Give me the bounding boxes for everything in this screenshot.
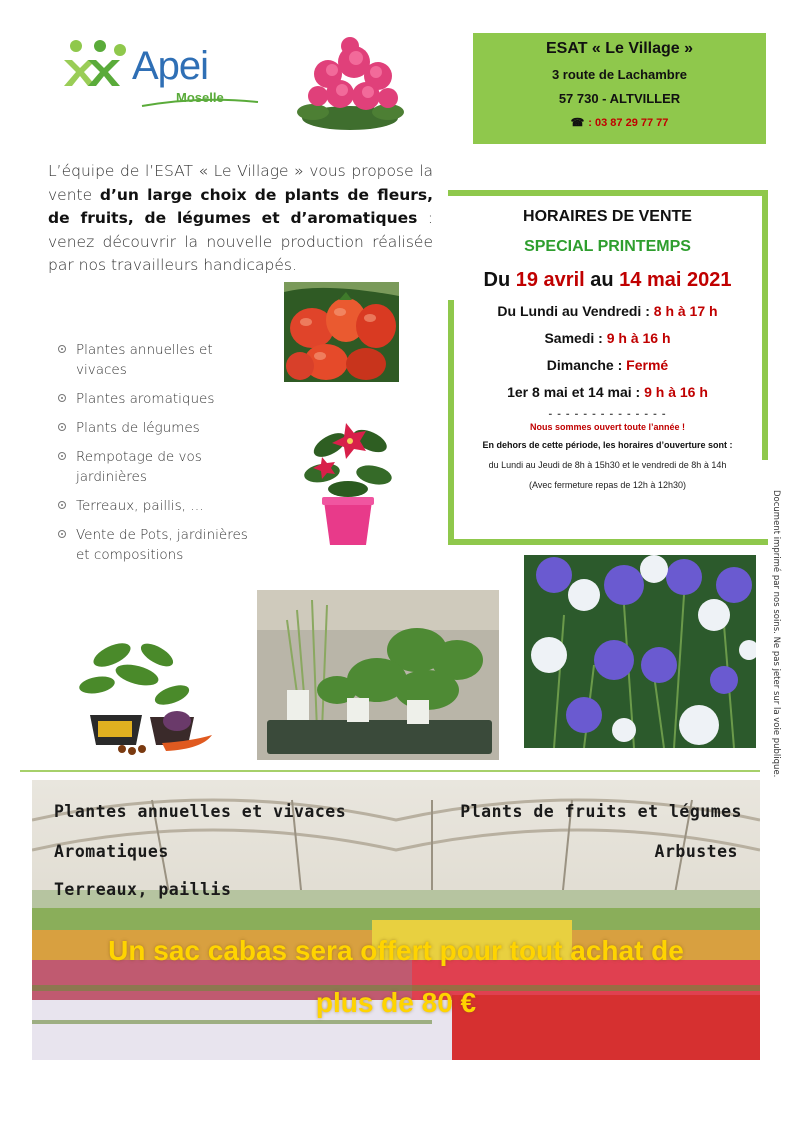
hours-row-value: Fermé xyxy=(626,357,669,373)
list-item xyxy=(58,340,258,380)
hours-row-label: Samedi : xyxy=(544,330,607,346)
lunch-closure: (Avec fermeture repas de 12h à 12h30) xyxy=(529,480,686,490)
people-logo-icon xyxy=(62,38,132,92)
section-divider xyxy=(20,770,760,772)
list-item-text: Plants de légumes xyxy=(76,420,200,436)
list-item-text: Plantes annuelles et vivaces xyxy=(76,342,213,378)
mandevilla-pot-photo xyxy=(300,405,396,550)
hours-row xyxy=(455,357,760,373)
address-city: 57 730 - ALTVILLER xyxy=(558,91,681,106)
intro-part1: L’équipe de l’ESAT « Le Village » vous propose la vente xyxy=(48,162,433,204)
phone-number: 03 87 29 77 77 xyxy=(595,117,669,129)
list-item xyxy=(58,525,258,565)
hours-row xyxy=(455,384,760,400)
banner-label-left: Aromatiques xyxy=(54,842,169,861)
agapanthus-photo xyxy=(524,555,756,748)
hours-row-label: Dimanche : xyxy=(546,357,627,373)
list-item xyxy=(58,496,258,516)
list-item-text: Vente de Pots, jardinières et compositions xyxy=(76,527,248,563)
hours-box xyxy=(455,198,760,490)
hours-title: HORAIRES DE VENTE xyxy=(523,208,692,225)
banner-label-right: Plants de fruits et légumes xyxy=(460,802,742,821)
bullet-icon xyxy=(58,452,66,460)
list-item-text: Plantes aromatiques xyxy=(76,391,215,407)
open-all-year-note: Nous sommes ouvert toute l’année ! xyxy=(529,422,686,432)
promo-line-1: Un sac cabas sera offert pour tout achat de xyxy=(108,935,684,966)
herbs-tray-photo xyxy=(257,590,499,760)
banner-label-right: Arbustes xyxy=(654,842,738,861)
bullet-icon xyxy=(58,345,66,353)
intro-paragraph xyxy=(48,160,433,278)
list-item xyxy=(58,389,258,409)
list-item xyxy=(58,447,258,487)
tomato-photo xyxy=(284,282,399,382)
hours-row-label: Du Lundi au Vendredi : xyxy=(497,303,654,319)
logo-brand: Apei xyxy=(132,44,209,88)
hours-row-label: 1er 8 mai et 14 mai : xyxy=(507,384,645,400)
period-au: au xyxy=(584,269,620,291)
intro-bold: d’un large choix de plants de fleurs, de fruits, de légumes et d’aromatiques xyxy=(48,185,434,227)
pepper-plants-photo xyxy=(62,625,217,755)
period-start: 19 avril xyxy=(515,269,585,291)
bullet-icon xyxy=(58,423,66,431)
greenhouse-banner xyxy=(32,780,760,1060)
logo-region: Moselle xyxy=(176,90,224,105)
hours-subtitle: SPECIAL PRINTEMPS xyxy=(524,238,691,255)
promo-line-2: plus de 80 € xyxy=(315,987,477,1018)
list-item-text: Terreaux, paillis, … xyxy=(76,498,204,514)
pink-geranium-photo xyxy=(288,34,412,134)
hours-row-value: 9 h à 16 h xyxy=(644,384,708,400)
outside-hours: du Lundi au Jeudi de 8h à 15h30 et le vendredi de 8h à 14h xyxy=(488,460,727,470)
bullet-icon xyxy=(58,530,66,538)
list-item-text: Rempotage de vos jardinières xyxy=(76,449,202,485)
bullet-icon xyxy=(58,501,66,509)
hours-row-value: 9 h à 16 h xyxy=(606,330,671,346)
services-list xyxy=(58,340,258,574)
period-du: Du xyxy=(483,269,516,291)
outside-period-note: En dehors de cette période, les horaires d’ouverture sont : xyxy=(482,440,733,450)
apei-logo xyxy=(62,34,237,114)
telephone-icon: ☎ xyxy=(570,117,585,129)
bullet-icon xyxy=(58,394,66,402)
banner-label-left: Terreaux, paillis xyxy=(54,880,232,899)
hours-row xyxy=(455,303,760,319)
intro-part2: : venez découvrir la nouvelle production réalisée par nos travailleurs handicapés. xyxy=(48,209,433,274)
banner-label-left: Plantes annuelles et vivaces xyxy=(54,802,347,821)
hours-row xyxy=(455,330,760,346)
print-disclaimer: Document imprimé par nos soins. Ne pas jeter sur la voie publique. xyxy=(771,490,781,778)
hours-period xyxy=(455,269,760,292)
list-item xyxy=(58,418,258,438)
address-box xyxy=(473,33,766,144)
hours-row-value: 8 h à 17 h xyxy=(653,303,718,319)
dotted-divider: - - - - - - - - - - - - - - xyxy=(548,408,667,420)
phone-line: ☎ : 03 87 29 77 77 xyxy=(570,117,669,129)
period-end: 14 mai 2021 xyxy=(619,269,732,291)
address-street: 3 route de Lachambre xyxy=(551,67,688,82)
esat-name: ESAT « Le Village » xyxy=(545,40,694,57)
